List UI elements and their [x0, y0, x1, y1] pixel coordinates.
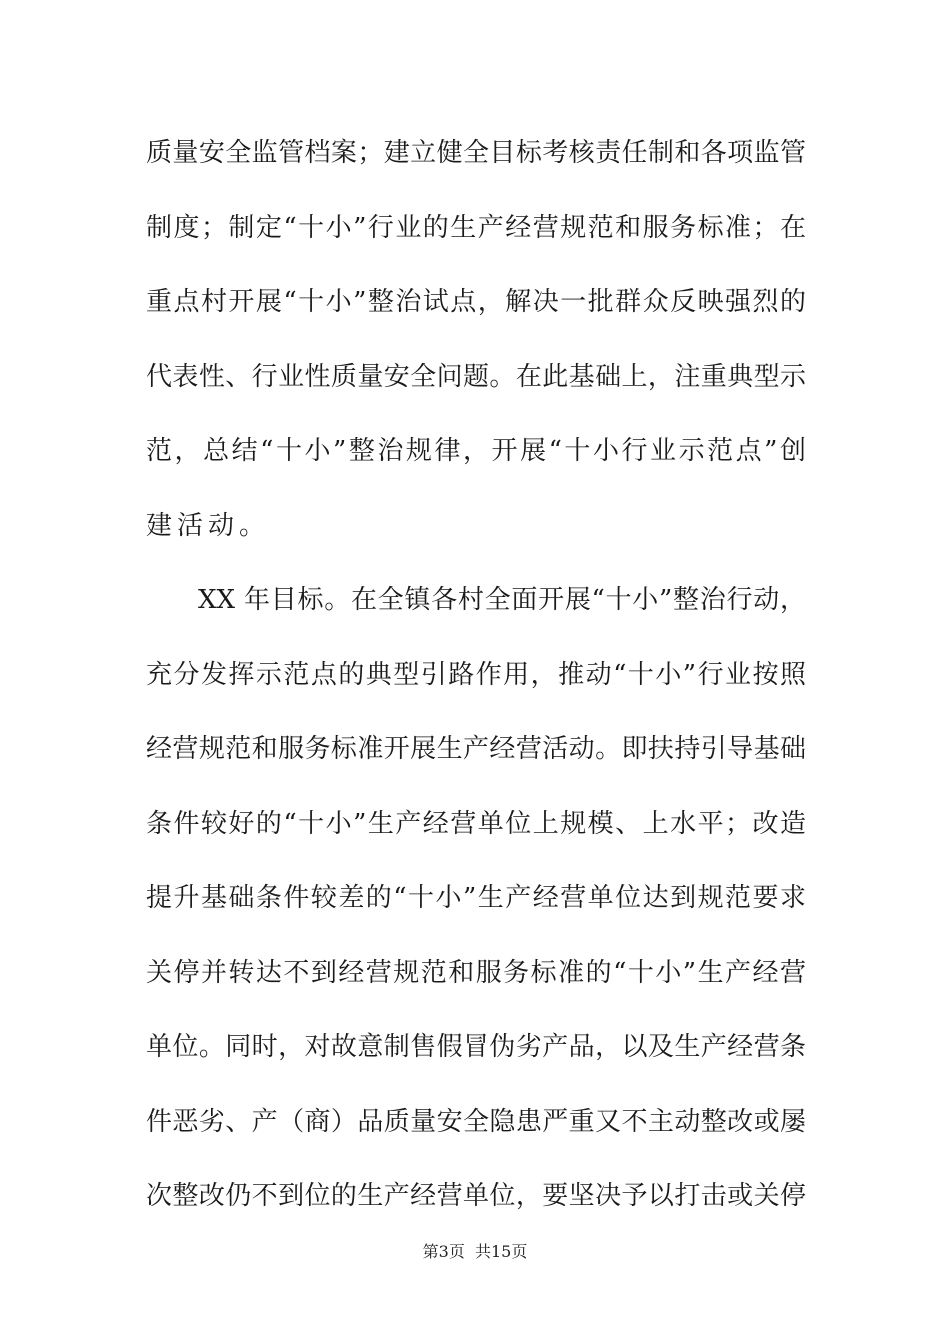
body-text-line: 提升基础条件较差的“十小”生产经营单位达到规范要求	[146, 883, 806, 913]
body-text-line: 次整改仍不到位的生产经营单位，要坚决予以打击或关停	[146, 1181, 806, 1211]
body-text-line: 质量安全监管档案；建立健全目标考核责任制和各项监管	[146, 138, 806, 168]
body-text-line: 制度；制定“十小”行业的生产经营规范和服务标准；在	[146, 213, 806, 243]
body-text-line: 件恶劣、产（商）品质量安全隐患严重又不主动整改或屡	[146, 1107, 806, 1137]
page-number-label: 第3页 共15页	[422, 1242, 528, 1261]
body-text-line: 代表性、行业性质量安全问题。在此基础上，注重典型示	[146, 362, 806, 392]
paragraph-first-line: XX 年目标。在全镇各村全面开展“十小”整治行动，	[198, 585, 806, 615]
body-text-line: 建活动。	[146, 511, 271, 541]
body-text-line: 充分发挥示范点的典型引路作用，推动“十小”行业按照	[146, 660, 806, 690]
page-number-footer	[0, 1240, 950, 1264]
body-text-line: 重点村开展“十小”整治试点，解决一批群众反映强烈的	[146, 287, 806, 317]
body-text-line: 范，总结“十小”整治规律，开展“十小行业示范点”创	[146, 436, 806, 466]
body-text-line: 条件较好的“十小”生产经营单位上规模、上水平；改造	[146, 809, 806, 839]
body-text-line: 单位。同时，对故意制售假冒伪劣产品，以及生产经营条	[146, 1032, 806, 1062]
body-text-line: 经营规范和服务标准开展生产经营活动。即扶持引导基础	[146, 734, 806, 764]
body-text-line: 关停并转达不到经营规范和服务标准的“十小”生产经营	[146, 958, 806, 988]
